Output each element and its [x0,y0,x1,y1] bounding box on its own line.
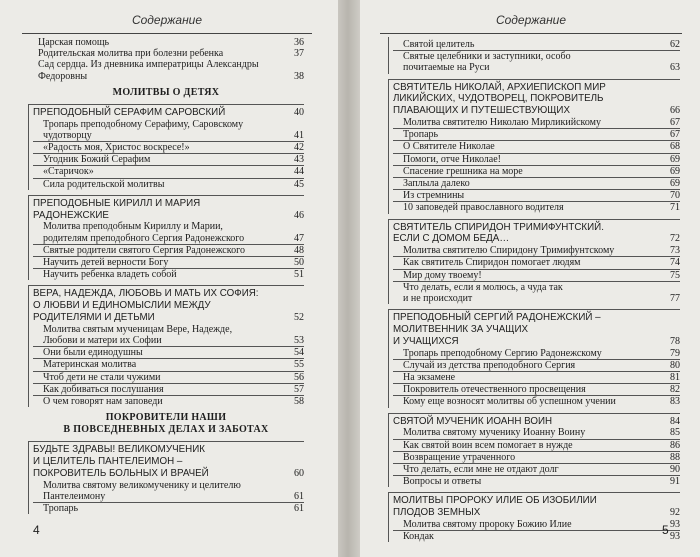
header-rule [22,33,312,34]
toc-entry-title: Возвращение утраченного [403,451,516,463]
toc-entry-page: 75 [670,269,680,281]
toc-entry[interactable] [393,464,680,476]
toc-entry[interactable] [393,519,680,531]
toc-entry-title: Тропарь преподобному Сергию Радонежскому [403,347,602,359]
toc-entry[interactable] [393,531,680,542]
toc-entry[interactable] [393,166,680,178]
toc-entry[interactable] [393,202,680,213]
section-title[interactable] [393,416,680,428]
section-title-text: БУДЬТЕ ЗДРАВЫ! ВЕЛИКОМУЧЕНИК И ЦЕЛИТЕЛЬ ПАНТЕЛЕИМОН – ПОКРОВИТЕЛЬ БОЛЬНЫХ И ВРАЧЕЙ [33,444,209,479]
section-title[interactable] [33,444,304,479]
toc-entry[interactable] [393,282,680,304]
toc-entry[interactable] [33,142,304,154]
toc-entry[interactable] [393,360,680,372]
toc-entry-title: 10 заповедей православного водителя [403,202,564,214]
toc-entry-title: Молитва святому пророку Божию Илие [403,519,572,531]
toc-entry-title: О чем говорят нам заповеди [43,396,163,408]
toc-entry[interactable] [393,129,680,141]
section-title-text: ПРЕПОДОБНЫЙ СЕРГИЙ РАДОНЕЖСКИЙ – МОЛИТВЕННИК ЗА УЧАЩИХ И УЧАЩИХСЯ [393,312,601,347]
section-page: 66 [670,105,680,117]
header-rule [380,33,682,34]
toc-entry-title: Заплыла далеко [403,178,470,190]
section-title[interactable] [393,82,680,117]
toc-entry[interactable] [393,178,680,190]
section-page: 78 [670,335,680,347]
toc-entry-page: 70 [670,190,680,202]
toc-entry-page: 83 [670,396,680,408]
toc-entry-page: 61 [294,490,304,502]
toc-entry-page: 81 [670,372,680,384]
toc-entry-page: 61 [294,503,304,515]
toc-entry-page: 62 [670,39,680,50]
toc-entry-title: Тропарь [403,129,439,141]
toc-section [28,285,304,407]
section-page: 52 [294,312,304,324]
toc-entry[interactable] [28,37,304,48]
toc-entry-page: 82 [670,384,680,396]
toc-entry-page: 58 [294,396,304,408]
toc-entry-title: Как добиваться послушания [43,383,164,395]
toc-section [388,79,680,214]
toc-entry[interactable] [393,384,680,396]
toc-entry[interactable] [393,427,680,439]
toc-section [28,441,304,514]
section-title-text: МОЛИТВЫ ПРОРОКУ ИЛИЕ ОБ ИЗОБИЛИИ ПЛОДОВ ЗЕМНЫХ [393,495,597,519]
toc-entry[interactable] [393,190,680,202]
page-header: Содержание [131,13,203,27]
section-title-text: СВЯТОЙ МУЧЕНИК ИОАНН ВОИН [393,415,553,427]
toc-entry[interactable] [33,245,304,257]
toc-entry-page: 88 [670,451,680,463]
toc-entry-page: 47 [294,232,304,244]
toc-entry-page: 36 [294,37,304,48]
toc-entry-page: 63 [670,62,680,74]
toc-entry-title: Святой целитель [403,39,475,50]
toc-entry[interactable] [33,119,304,142]
group-heading: ПОКРОВИТЕЛИ НАШИ В ПОВСЕДНЕВНЫХ ДЕЛАХ И ЗАБОТАХ [63,412,269,436]
toc-entry-page: 80 [670,359,680,371]
toc-entry[interactable] [33,396,304,407]
toc-entry[interactable] [393,51,680,73]
toc-entry-title: Сила родительской молитвы [43,178,165,190]
section-page: 92 [670,507,680,519]
page-number: 4 [33,523,40,537]
section-title[interactable] [393,312,680,347]
toc-entry[interactable] [33,154,304,166]
toc-entry-title: Тропарь преподобному Серафиму, Саровскому чудотворцу [43,118,244,141]
toc-entry[interactable] [33,257,304,269]
toc-entry-title: Научить детей верности Богу [43,257,169,269]
toc-entry[interactable] [393,270,680,282]
toc-entry-title: Святые родители святого Сергия Радонежского [43,244,245,256]
section-title[interactable] [393,222,680,246]
toc-entry[interactable] [393,39,680,51]
section-title[interactable] [33,288,304,323]
left-page [0,0,338,557]
toc-entry-page: 73 [670,245,680,257]
toc-entry-title: Случай из детства преподобного Сергия [403,359,576,371]
section-title-text: ПРЕПОДОБНЫЕ КИРИЛЛ И МАРИЯ РАДОНЕЖСКИЕ [33,197,201,221]
toc-entry-page: 93 [670,531,680,543]
toc-entry-title: Молитва преподобным Кириллу и Марии, родителям преподобного Сергия Радонежского [43,221,245,244]
toc-entry[interactable] [33,324,304,347]
toc-entry-page: 48 [294,244,304,256]
toc-entry-page: 71 [670,202,680,214]
toc-entry-title: Вопросы и ответы [403,476,482,488]
toc-section [28,104,304,190]
right-page [360,0,700,557]
toc-entry[interactable] [33,480,304,503]
toc-entry[interactable] [393,440,680,452]
toc-entry-title: Угодник Божий Серафим [43,154,151,166]
toc-entry-page: 85 [670,427,680,439]
toc-entry-title: Материнская молитва [43,359,137,371]
section-title-text: СВЯТИТЕЛЬ НИКОЛАЙ, АРХИЕПИСКОП МИР ЛИКИЙСКИХ, ЧУДОТВОРЕЦ, ПОКРОВИТЕЛЬ ПЛАВАЮЩИХ И ПУТЕШЕСТВУЮЩИХ [393,81,606,117]
toc-entry-title: Как святитель Спиридон помогает людям [403,257,581,269]
toc-section [388,219,680,305]
toc-entry-title: На экзамене [403,372,456,384]
toc-entry-title: Молитва святым мученицам Вере, Надежде, Любови и матери их Софии [43,323,233,347]
toc-entry[interactable] [393,117,680,129]
toc-entry-page: 69 [670,165,680,177]
toc-section [28,195,304,281]
page-header: Содержание [495,13,567,27]
toc-entry-page: 56 [294,371,304,383]
toc-entry[interactable] [33,503,304,514]
toc-entry[interactable] [33,384,304,396]
toc-entry[interactable] [393,348,680,360]
toc-section [388,413,680,488]
toc-entry-title: Что делать, если мне не отдают долг [403,464,559,476]
toc-section [388,309,680,407]
toc-entry-page: 79 [670,347,680,359]
toc-entry[interactable] [393,141,680,153]
section-page: 40 [294,106,304,118]
toc-entry-title: О Святителе Николае [403,141,495,153]
toc-entry-title: Сад сердца. Из дневника императрицы Александры Федоровны [38,59,259,82]
toc-entry[interactable] [33,359,304,371]
toc-entry-page: 54 [294,347,304,359]
toc-entry[interactable] [393,396,680,407]
toc-entry[interactable] [33,269,304,280]
section-title-text: ПРЕПОДОБНЫЙ СЕРАФИМ САРОВСКИЙ [33,106,226,118]
toc-entry-page: 77 [670,293,680,305]
toc-entry-title: Из стремнины [403,190,465,202]
toc-entry[interactable] [28,59,304,81]
toc-entry[interactable] [393,257,680,269]
toc-left [28,37,304,514]
section-title[interactable] [33,198,304,222]
toc-entry-page: 38 [294,70,304,82]
book-gutter [338,0,360,557]
toc-section [388,492,680,542]
toc-entry-page: 37 [294,48,304,60]
toc-section [388,37,680,74]
toc-entry-page: 43 [294,154,304,166]
section-title[interactable] [33,107,304,119]
toc-entry[interactable] [28,48,304,59]
toc-entry[interactable] [33,221,304,244]
toc-entry-title: Кому еще возносят молитвы об успешном учении [403,396,616,408]
toc-entry-page: 45 [294,178,304,190]
toc-entry-title: Как святой воин всем помогает в нужде [403,439,573,451]
toc-entry-page: 67 [670,129,680,141]
section-title[interactable] [393,495,680,519]
toc-entry[interactable] [33,179,304,190]
toc-entry-page: 51 [294,269,304,281]
toc-right [388,37,680,542]
toc-entry-title: Тропарь [43,503,79,515]
toc-entry-page: 57 [294,383,304,395]
section-page: 60 [294,467,304,479]
section-page: 84 [670,415,680,427]
toc-entry-title: Спасение грешника на море [403,165,523,177]
toc-entry-page: 69 [670,153,680,165]
toc-entry-title: Родительская молитва при болезни ребенка [38,48,224,60]
section-page: 72 [670,233,680,245]
group-heading: МОЛИТВЫ О ДЕТЯХ [112,86,220,98]
toc-entry-title: «Радость моя, Христос воскресе!» [43,142,190,154]
toc-entry[interactable] [393,452,680,464]
toc-entry[interactable] [33,372,304,384]
toc-entry-title: Помоги, отче Николае! [403,153,502,165]
toc-entry-title: «Старичок» [43,166,94,178]
toc-entry-title: Чтоб дети не стали чужими [43,371,161,383]
toc-entry-page: 74 [670,257,680,269]
toc-entry-title: Молитва святому великомученику и целителю Пантелеимону [43,479,241,502]
toc-entry-page: 68 [670,141,680,153]
toc-entry-title: Молитва святителю Николаю Мирликийскому [403,117,602,128]
toc-entry-title: Молитва святому мученику Иоанну Воину [403,427,586,439]
toc-entry-title: Покровитель отечественного просвещения [403,384,586,396]
toc-entry-title: Мир дому твоему! [403,269,482,281]
toc-entry[interactable] [33,166,304,178]
toc-entry[interactable] [33,347,304,359]
toc-entry-page: 67 [670,117,680,128]
toc-entry-page: 86 [670,439,680,451]
page-number: 5 [662,523,669,537]
toc-entry[interactable] [393,372,680,384]
section-page: 46 [294,209,304,221]
toc-entry-page: 41 [294,129,304,141]
toc-entry-page: 93 [670,519,680,531]
toc-entry-page: 44 [294,166,304,178]
toc-entry[interactable] [393,245,680,257]
toc-entry-title: Святые целебники и заступники, особо почитаемые на Руси [403,51,571,74]
toc-entry-title: Царская помощь [38,37,110,48]
toc-entry-title: Они были единодушны [43,347,143,359]
toc-entry-page: 42 [294,142,304,154]
section-title-text: СВЯТИТЕЛЬ СПИРИДОН ТРИМИФУНТСКИЙ. ЕСЛИ С ДОМОМ БЕДА… [393,221,604,245]
toc-entry[interactable] [393,154,680,166]
toc-entry-title: Молитва святителю Спиридону Тримифунтскому [403,245,615,257]
toc-entry-page: 69 [670,178,680,190]
toc-entry-page: 53 [294,335,304,347]
toc-entry-page: 50 [294,257,304,269]
toc-entry-title: Что делать, если я молюсь, а чуда так и не происходит [403,281,563,305]
toc-entry-page: 91 [670,476,680,488]
toc-entry-title: Научить ребенка владеть собой [43,269,177,281]
section-title-text: ВЕРА, НАДЕЖДА, ЛЮБОВЬ И МАТЬ ИХ СОФИЯ: О ЛЮБВИ И ЕДИНОМЫСЛИИ МЕЖДУ РОДИТЕЛЯМИ И ДЕТЬМИ [33,288,259,324]
toc-entry-page: 90 [670,464,680,476]
toc-entry-page: 55 [294,359,304,371]
toc-entry-title: Кондак [403,531,434,543]
toc-entry[interactable] [393,476,680,487]
